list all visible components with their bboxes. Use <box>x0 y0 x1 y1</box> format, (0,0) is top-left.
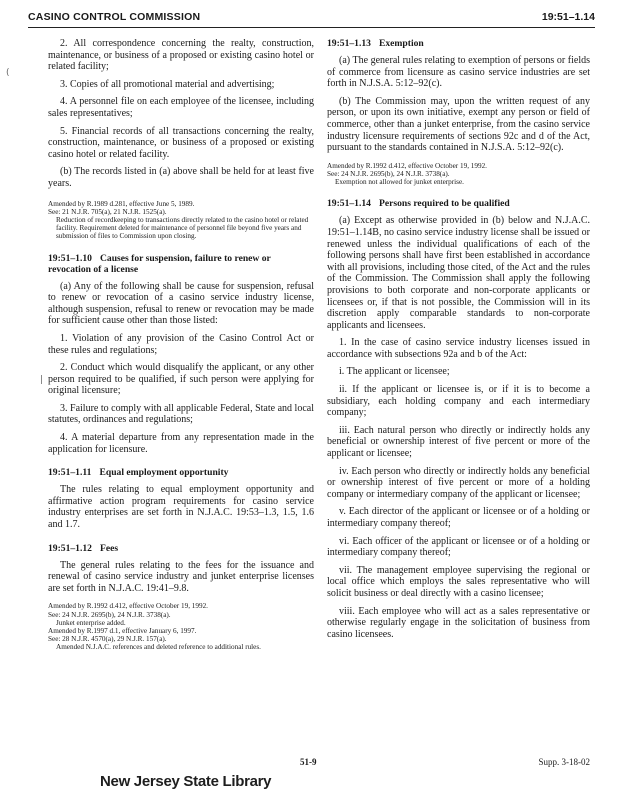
history-line: See: 28 N.J.R. 4570(a), 29 N.J.R. 157(a). <box>48 635 167 644</box>
margin-mark: | <box>40 375 44 385</box>
list-item: 3. Copies of all promotional material and advertising; <box>60 78 275 90</box>
list-item: 4. A personnel file on each employee of the licensee, including sales representatives; <box>48 96 314 119</box>
history-line: Exemption not allowed for junket enterprise. <box>335 178 464 187</box>
history-line: See: 24 N.J.R. 2695(b), 24 N.J.R. 3738(a). <box>327 169 450 178</box>
section-number: 19:51–1.10 <box>48 252 92 264</box>
header-title: CASINO CONTROL COMMISSION <box>28 11 201 23</box>
history-line: Junket enterprise added. <box>56 618 126 627</box>
section-title: Fees <box>99 542 119 554</box>
section-title: Exemption <box>378 38 424 49</box>
list-item: 2. Conduct which would disqualify the applicant, or any other person required to be qualified, if such person were applying for original licensure; <box>48 362 314 397</box>
list-item: 1. Violation of any provision of the Casino Control Act or these rules and regulations; <box>48 332 314 356</box>
list-item: v. Each director of the applicant or licensee or of a holding or intermediary company thereof; <box>327 506 590 530</box>
list-item: vi. Each officer of the applicant or licensee or of a holding or intermediary company thereof; <box>327 535 590 559</box>
paragraph: (a) The general rules relating to exemption of persons or fields of commerce from licensure as casino service industries are set forth in N.J.S.A. 5:12–92(c). <box>327 55 590 90</box>
history-note <box>48 602 314 651</box>
list-item: 4. A material departure from any representation made in the application for licensure. <box>48 432 314 455</box>
paragraph: (a) Any of the following shall be cause for suspension, refusal to renew or revocation of a casino service industry license, although suspension, refusal to renew or revocation may be made for sufficient cause other than those listed: <box>48 280 314 327</box>
left-column <box>48 38 314 664</box>
paragraph: (b) The Commission may, upon the written request of any person, or upon its own initiative, exempt any person or field of commerce, other than a junket enterprise, from the casino service industry licensure requirements of sections 92c and d of the Act, pursuant to the standards contained in N.J.S.A. 5:12–92(c). <box>327 95 590 154</box>
history-line: Amended by R.1992 d.412, effective October 19, 1992. <box>327 161 487 170</box>
history-line: Amended by R.1989 d.281, effective June 5, 1989. <box>48 199 195 208</box>
section-heading <box>48 543 314 554</box>
list-item: 3. Failure to comply with all applicable Federal, State and local statutes, ordinances and regulations; <box>48 402 314 426</box>
history-line: Amended by R.1992 d.412, effective October 19, 1992. <box>48 602 208 611</box>
paragraph: The general rules relating to the fees for the issuance and renewal of casino service industry and junket enterprise licenses are set forth in N.J.A.C. 19:41–9.8. <box>48 559 314 594</box>
section-title: Causes for suspension, failure to renew or revocation of a license <box>48 252 271 275</box>
library-stamp: New Jersey State Library <box>100 773 272 790</box>
list-item: ii. If the applicant or licensee is, or if it is to become a subsidiary, each holding company and each intermediary company; <box>327 384 590 419</box>
paragraph: (b) The records listed in (a) above shall be held for at least five years. <box>48 166 314 189</box>
page-number: 51-9 <box>300 757 317 767</box>
margin-mark: ( <box>6 68 10 78</box>
list-item: iii. Each natural person who directly or indirectly holds any beneficial or ownership interest of five percent or more of the applicant or licensee; <box>327 424 590 460</box>
list-item: 2. All correspondence concerning the realty, construction, maintenance, or business of a proposed or existing casino hotel or related facility; <box>48 38 314 73</box>
section-heading <box>327 38 590 49</box>
list-item: vii. The management employee supervising the regional or local office which employs the sales representative who will solicit business or deal directly with a casino licensee; <box>327 564 590 599</box>
list-item: 5. Financial records of all transactions concerning the realty, construction, maintenance, or business of a proposed or existing casino hotel or related facility. <box>48 125 314 160</box>
history-note <box>48 200 314 241</box>
right-column <box>327 38 590 646</box>
section-heading <box>48 253 314 275</box>
header-section-number: 19:51–1.14 <box>541 11 595 23</box>
paragraph: The rules relating to equal employment opportunity and affirmative action program requirements for casino service industry enterprises are set forth in N.J.A.C. 19:53–1.3, 1.5, 1.6 and 1.7. <box>48 484 314 531</box>
running-header <box>28 11 595 28</box>
list-item: viii. Each employee who will act as a sales representative or otherwise regularly engage in the solicitation of business from casino licensees. <box>327 605 590 640</box>
history-line: Reduction of recordkeeping to transactions directly related to the casino hotel or related facility. Requirement deleted for maintenance of personnel file beyond five years and submission of files to Commission upon closing. <box>56 215 309 241</box>
list-item: iv. Each person who directly or indirectly holds any beneficial or ownership interest of five percent or more of a holding company or intermediary company of the applicant or licensee; <box>327 465 590 500</box>
history-note <box>327 162 590 187</box>
history-line: See: 24 N.J.R. 2695(b), 24 N.J.R. 3738(a). <box>48 610 171 619</box>
section-title: Equal employment opportunity <box>99 467 229 479</box>
section-heading <box>327 198 590 209</box>
history-line: Amended by R.1997 d.1, effective January 6, 1997. <box>48 627 197 636</box>
section-number: 19:51–1.11 <box>48 467 92 479</box>
section-heading <box>48 467 314 478</box>
history-line: See: 21 N.J.R. 705(a), 21 N.J.R. 1525(a). <box>48 207 167 216</box>
section-title: Persons required to be qualified <box>378 198 510 210</box>
list-item: i. The applicant or licensee; <box>339 366 450 378</box>
section-number: 19:51–1.12 <box>48 542 92 554</box>
list-item: 1. In the case of casino service industry licenses issued in accordance with subsections 92a and b of the Act: <box>327 337 590 360</box>
section-number: 19:51–1.13 <box>327 38 371 49</box>
paragraph: (a) Except as otherwise provided in (b) below and N.J.A.C. 19:51–1.14B, no casino service industry license shall be issued or renewed unless the individual qualifications of each of the following persons shall have first been established in accordance with all provisions, including those cited, of the Act and the rules of the Commission. The Commission shall apply the following provisions to both corporate and non-corporate applicants or licensees or, if that is not possible, the Commission will in its discretion apply comparable standards to non-corporate applicants and licensees. <box>327 215 591 331</box>
section-number: 19:51–1.14 <box>327 198 371 210</box>
history-line: Amended N.J.A.C. references and deleted reference to additional rules. <box>56 643 261 652</box>
supplement-date: Supp. 3-18-02 <box>538 757 590 767</box>
